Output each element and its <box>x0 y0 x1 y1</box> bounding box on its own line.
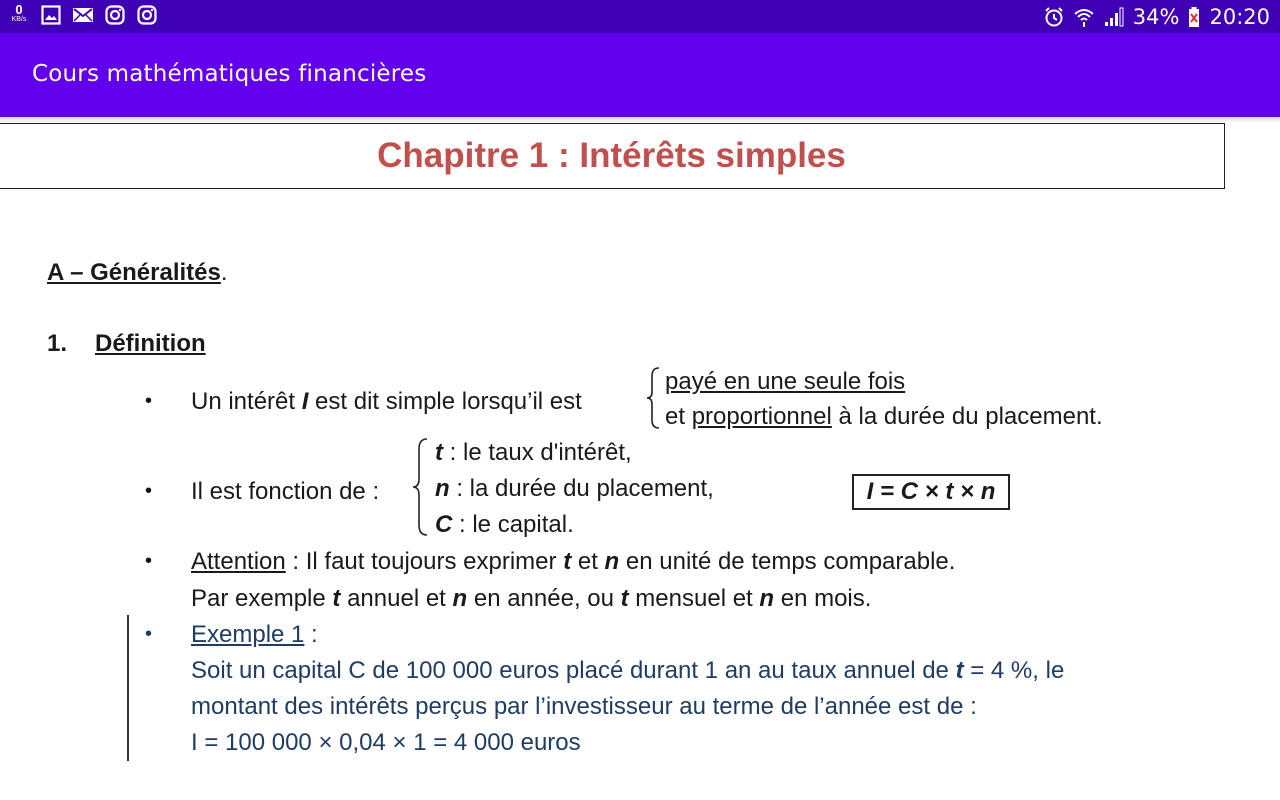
bullet-3-l2-p3: en année, ou <box>467 585 621 612</box>
bullet-2-item-c-text: : le capital. <box>452 511 574 538</box>
bullet-3-line1 <box>191 548 955 576</box>
bullet-3-v1: t <box>563 548 572 575</box>
status-right-icons <box>1043 4 1270 30</box>
bullet-3-l2-v1: t <box>332 585 341 612</box>
bullet-2-marker: • <box>145 480 153 502</box>
bullet-2-item-t-var: t <box>435 439 443 466</box>
bullet-3-l2-p5: en mois. <box>774 585 872 612</box>
instagram-icon <box>104 4 126 26</box>
instagram-icon <box>136 4 158 26</box>
section-heading <box>47 259 228 287</box>
bullet-3-marker: • <box>145 550 153 572</box>
subsection-heading: Définition <box>95 330 206 357</box>
bullet-1-suffix: est dit simple lorsqu’il est <box>308 388 582 415</box>
example-line1-var: t <box>955 657 964 684</box>
alarm-icon <box>1043 6 1065 28</box>
bullet-1-line2-underlined: proportionnel <box>691 403 832 430</box>
signal-icon <box>1103 6 1125 28</box>
section-heading-label: A – Généralités <box>47 259 221 286</box>
bullet-1-line2-pre: et <box>665 403 692 430</box>
status-left-icons <box>8 4 158 26</box>
bullet-2-item-c <box>435 511 574 539</box>
bullet-3-l2-v4: n <box>759 585 775 612</box>
bullet-2-prefix: Il est fonction de : <box>191 478 380 505</box>
bullet-2-item-n <box>435 475 714 503</box>
chapter-title: Chapitre 1 : Intérêts simples <box>377 136 846 175</box>
bullet-3-l2-p4: mensuel et <box>628 585 760 612</box>
bullet-1-var: I <box>301 388 309 415</box>
net-speed-indicator <box>8 2 30 25</box>
net-speed-unit: KB/s <box>11 16 27 23</box>
bullet-1-line2 <box>665 403 1103 431</box>
example-line1 <box>191 657 1064 685</box>
attention-label: Attention <box>191 548 286 575</box>
example-line1-pre: Soit un capital C de 100 000 euros placé durant 1 an au taux annuel de <box>191 657 956 684</box>
bullet-3-l2-p1: Par exemple <box>191 585 333 612</box>
chapter-title-box <box>0 123 1225 189</box>
bullet-2-brace <box>411 437 429 537</box>
status-bar <box>0 0 1280 33</box>
bullet-3-l2-p2: annuel et <box>340 585 453 612</box>
bullet-2-item-t-text: : le taux d'intérêt, <box>443 439 632 466</box>
bullet-2-item-t <box>435 439 632 467</box>
example-line2: montant des intérêts perçus par l’investisseur au terme de l’année est de : <box>191 693 977 720</box>
example-line3: I = 100 000 × 0,04 × 1 = 4 000 euros <box>191 729 581 756</box>
bullet-2-item-c-var: C <box>435 511 453 538</box>
bullet-3-l2-v2: n <box>452 585 468 612</box>
example-marker: • <box>145 623 153 645</box>
bullet-2-item-n-text: : la durée du placement, <box>449 475 714 502</box>
bullet-3-l2-v3: t <box>620 585 629 612</box>
bullet-1-text <box>191 388 582 416</box>
bullet-1-line1: payé en une seule fois <box>665 368 906 395</box>
bullet-3-p3: en unité de temps comparable. <box>619 548 956 575</box>
example-heading <box>191 621 318 649</box>
section-heading-dot: . <box>220 259 228 286</box>
bullet-3-line2 <box>191 585 871 613</box>
bullet-1-brace <box>645 366 661 430</box>
gallery-icon <box>40 4 62 26</box>
example-label: Exemple 1 <box>191 621 305 648</box>
app-title: Cours mathématiques financières <box>32 61 427 87</box>
bullet-3-v2: n <box>604 548 620 575</box>
interest-formula-box: I = C × t × n <box>852 474 1010 510</box>
bullet-1-marker: • <box>145 390 153 412</box>
mail-icon <box>72 4 94 26</box>
net-speed-value: 0 <box>15 2 23 17</box>
bullet-3-p1: : Il faut toujours exprimer <box>285 548 564 575</box>
battery-percent: 34% <box>1132 5 1180 29</box>
wifi-icon <box>1073 6 1095 28</box>
bullet-1-prefix: Un intérêt <box>191 388 302 415</box>
document-page[interactable] <box>0 123 1280 800</box>
clock: 20:20 <box>1209 5 1270 29</box>
app-bar <box>0 33 1280 117</box>
example-colon: : <box>304 621 318 648</box>
example-margin-bar <box>127 615 129 761</box>
bullet-3-p2: et <box>571 548 605 575</box>
bullet-2-item-n-var: n <box>435 475 450 502</box>
subsection-number: 1. <box>47 330 68 357</box>
bullet-1-line2-post: à la durée du placement. <box>831 403 1103 430</box>
example-line1-post: = 4 %, le <box>963 657 1065 684</box>
battery-icon <box>1187 6 1201 28</box>
